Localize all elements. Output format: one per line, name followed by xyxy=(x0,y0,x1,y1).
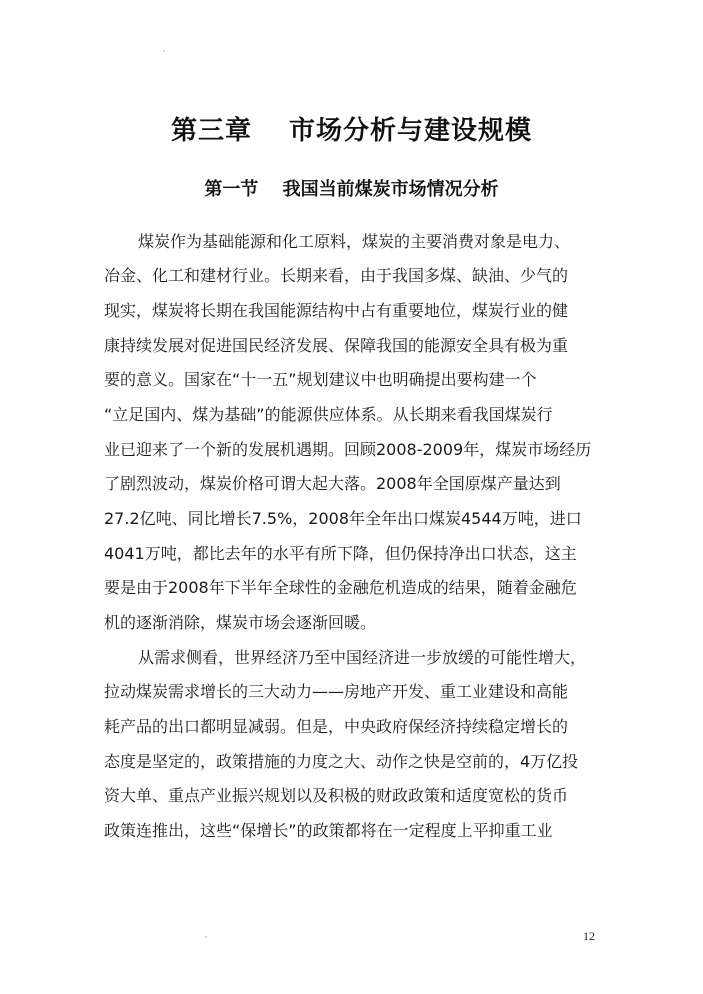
paragraph-line: 态度是坚定的，政策措施的力度之大、动作之快是空前的，4万亿投 xyxy=(104,752,579,771)
paragraph-line: 从需求侧看，世界经济乃至中国经济进一步放缓的可能性增大， xyxy=(138,648,587,667)
paragraph-line: 了剧烈波动，煤炭价格可谓大起大落。2008年全国原煤产量达到 xyxy=(104,474,561,493)
chapter-title: 第三章 市场分析与建设规模 xyxy=(170,116,533,146)
paragraph-line: 政策连推出，这些“保增长”的政策都将在一定程度上平抑重工业 xyxy=(104,821,553,840)
page-number: 12 xyxy=(583,929,595,943)
section-title: 第一节 我国当前煤炭市场情况分析 xyxy=(204,179,499,200)
paragraph-line: 康持续发展对促进国民经济发展、保障我国的能源安全具有极为重 xyxy=(104,336,569,355)
paragraph-line: 要的意义。国家在“十一五”规划建议中也明确提出要构建一个 xyxy=(104,370,537,389)
paragraph-line: 耗产品的出口都明显减弱。但是，中央政府保经济持续稳定增长的 xyxy=(104,717,569,736)
paragraph-line: 4041万吨，都比去年的水平有所下降，但仍保持净出口状态，这主 xyxy=(104,544,577,563)
scan-speck xyxy=(163,50,165,52)
paragraph-line: 业已迎来了一个新的发展机遇期。回顾2008-2009年，煤炭市场经历 xyxy=(104,440,592,459)
paragraph-line: 冶金、化工和建材行业。长期来看，由于我国多煤、缺油、少气的 xyxy=(104,266,569,285)
paragraph-line: 机的逐渐消除，煤炭市场会逐渐回暖。 xyxy=(104,613,377,632)
paragraph-line: 现实，煤炭将长期在我国能源结构中占有重要地位，煤炭行业的健 xyxy=(104,301,569,320)
paragraph-line: “立足国内、煤为基础”的能源供应体系。从长期来看我国煤炭行 xyxy=(104,405,553,424)
paragraph-line: 资大单、重点产业振兴规划以及积极的财政政策和适度宽松的货币 xyxy=(104,786,569,805)
scan-speck xyxy=(205,936,207,938)
paragraph-line: 要是由于2008年下半年全球性的金融危机造成的结果，随着金融危 xyxy=(104,578,577,597)
paragraph-line: 27.2亿吨、同比增长7.5%，2008年全年出口煤炭4544万吨，进口 xyxy=(104,509,582,528)
paragraph-line: 煤炭作为基础能源和化工原料，煤炭的主要消费对象是电力、 xyxy=(138,232,571,251)
paragraph-line: 拉动煤炭需求增长的三大动力——房地产开发、重工业建设和高能 xyxy=(104,682,569,701)
